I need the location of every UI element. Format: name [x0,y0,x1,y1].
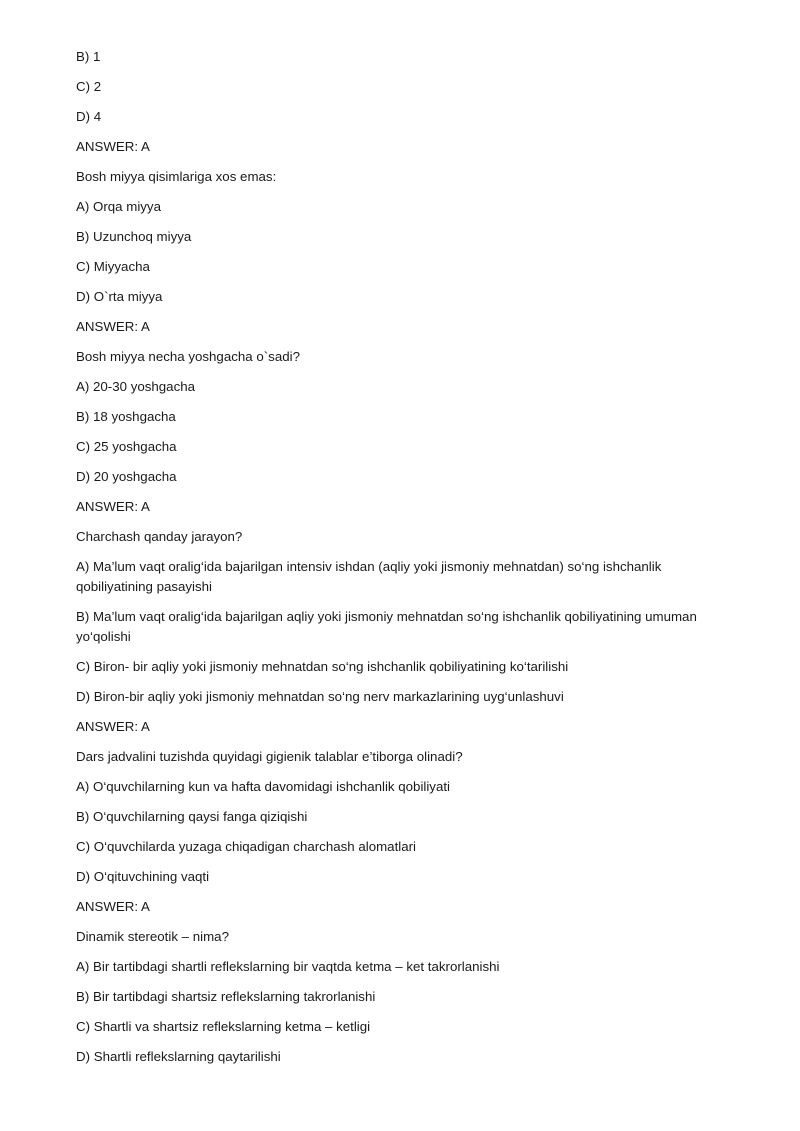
option-b: B) Bir tartibdagi shartsiz reflekslarning takrorlanishi [76,989,376,1004]
question-text: Dars jadvalini tuzishda quyidagi gigienik talablar e’tiborga olinadi? [76,749,463,764]
option-c: C) 2 [76,79,102,94]
answer-line: ANSWER: A [76,499,150,514]
option-d: D) Shartli reflekslarning qaytarilishi [76,1049,281,1064]
answer-line: ANSWER: A [76,139,150,154]
answer-line: ANSWER: A [76,719,150,734]
option-a: A) Bir tartibdagi shartli reflekslarning bir vaqtda ketma – ket takrorlanishi [76,959,500,974]
option-c: C) Biron- bir aqliy yoki jismoniy mehnatdan so‘ng ishchanlik qobiliyatining ko‘tarilishi [76,659,569,674]
option-a: A) Ma’lum vaqt oralig‘ida bajarilgan intensiv ishdan (aqliy yoki jismoniy mehnatdan) so‘ng ishchanlik qobiliyatining pasayishi [76,559,662,594]
option-c: C) O‘quvchilarda yuzaga chiqadigan charchash alomatlari [76,839,416,854]
document-page [76,47,716,1077]
option-b: B) Uzunchoq miyya [76,229,192,244]
option-b: B) Ma’lum vaqt oralig‘ida bajarilgan aqliy yoki jismoniy mehnatdan so‘ng ishchanlik qobiliyatining umuman yo‘qolishi [76,609,697,644]
option-b: B) 18 yoshgacha [76,409,176,424]
option-c: C) Miyyacha [76,259,150,274]
option-a: A) 20-30 yoshgacha [76,379,196,394]
option-d: D) O`rta miyya [76,289,163,304]
option-d: D) 20 yoshgacha [76,469,177,484]
option-d: D) Biron-bir aqliy yoki jismoniy mehnatdan so‘ng nerv markazlarining uyg‘unlashuvi [76,689,564,704]
option-a: A) Orqa miyya [76,199,161,214]
option-b: B) 1 [76,49,101,64]
question-text: Dinamik stereotik – nima? [76,929,229,944]
answer-line: ANSWER: A [76,899,150,914]
question-text: Bosh miyya qisimlariga xos emas: [76,169,277,184]
option-d: D) O‘qituvchining vaqti [76,869,210,884]
question-text: Bosh miyya necha yoshgacha o`sadi? [76,349,300,364]
question-text: Charchash qanday jarayon? [76,529,243,544]
option-c: C) 25 yoshgacha [76,439,177,454]
option-a: A) O‘quvchilarning kun va hafta davomidagi ishchanlik qobiliyati [76,779,450,794]
option-c: C) Shartli va shartsiz reflekslarning ketma – ketligi [76,1019,371,1034]
option-d: D) 4 [76,109,102,124]
answer-line: ANSWER: A [76,319,150,334]
option-b: B) O‘quvchilarning qaysi fanga qiziqishi [76,809,308,824]
